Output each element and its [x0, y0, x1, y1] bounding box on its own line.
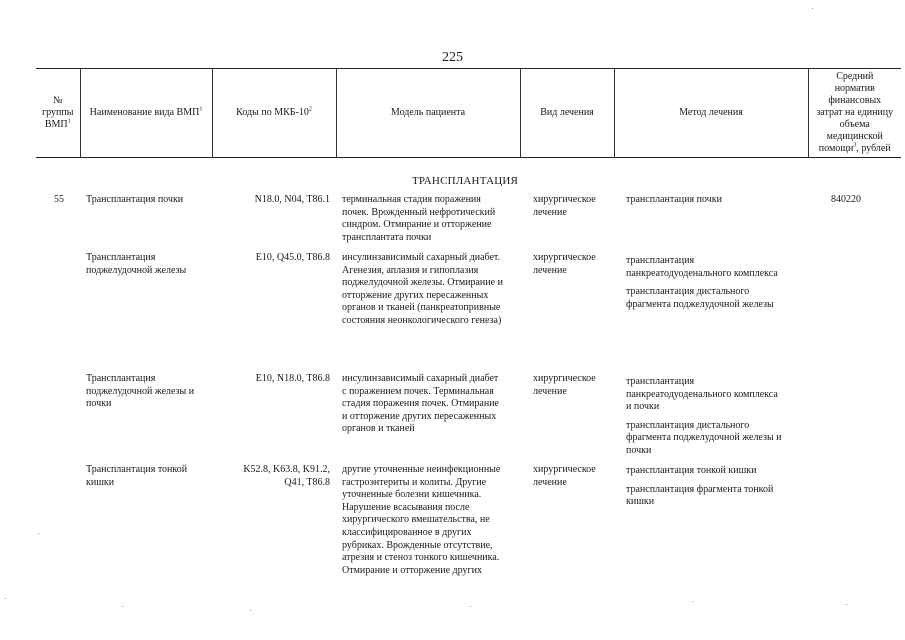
patient-model: инсулинзависимый сахарный диабет. Агенезия, аплазия и гипоплазия поджелудочной железы. Отмирание и отторжение других пересаженных органов и тканей (панкреатопривные состояния неонкологического генеза): [342, 252, 503, 326]
header-treatment-column: Вид лечения: [520, 69, 614, 158]
vmp-name: Трансплантация почки: [86, 194, 184, 205]
header-method-column: Метод лечения: [614, 69, 808, 158]
patient-model: другие уточненные неинфекционные гастроэнтериты и колиты. Другие уточненные болезни кишечника. Нарушение всасывания после хирургического вмешательства, не классифицированное в других рубриках. Врожденные отсутствие, атрезия и стеноз тонкого кишечника. Отмирание и отторжение других: [342, 464, 501, 576]
header-model-column: Модель пациента: [336, 69, 520, 158]
header-cost-column: Средний норматив финансовых затрат на единицу объема медицинской помощи$^3$, рублей: [808, 69, 901, 158]
treatment-methods: [626, 255, 812, 311]
method-item: трансплантация тонкой кишки: [626, 465, 757, 476]
icd-codes: E10, N18.0, T86.8: [255, 373, 330, 384]
treatment-type: хирургическое лечение: [533, 194, 596, 218]
header-number-column: № группы ВМП$^1$: [36, 69, 80, 158]
table-header: [36, 68, 901, 158]
treatment-methods: [626, 465, 812, 509]
method-item: трансплантация панкреатодуоденального комплекса: [626, 255, 778, 279]
page-number: 225: [442, 50, 463, 65]
row-number: 55: [54, 194, 64, 205]
patient-model: инсулинзависимый сахарный диабет с поражением почек. Терминальная стадия поражения почек. Отмирание и отторжение других пересаженных органов и тканей: [342, 373, 499, 435]
icd-codes: N18.0, N04, T86.1: [254, 194, 330, 205]
icd-codes: E10, Q45.0, T86.8: [255, 252, 330, 263]
header-codes-column: Коды по МКБ-$10^2$: [212, 69, 336, 158]
treatment-type: хирургическое лечение: [533, 252, 596, 276]
vmp-name: Трансплантация тонкой кишки: [86, 464, 188, 488]
treatment-type: хирургическое лечение: [533, 464, 596, 488]
patient-model: терминальная стадия поражения почек. Врожденный нефротический синдром. Отмирание и отторжение трансплантата почки: [342, 194, 496, 243]
method-item: трансплантация дистального фрагмента поджелудочной железы: [626, 286, 774, 310]
header-name-column: Наименование вида ВМП$^1$: [80, 69, 212, 158]
cost-value: 840220: [831, 194, 861, 205]
vmp-name: Трансплантация поджелудочной железы: [86, 252, 187, 276]
treatment-methods: [626, 376, 812, 458]
icd-codes: K52.8, K63.8, K91.2, Q41, T86.8: [243, 464, 330, 488]
treatment-type: хирургическое лечение: [533, 373, 596, 397]
method-item: трансплантация панкреатодуоденального комплекса и почки: [626, 376, 778, 413]
treatment-methods: [626, 194, 812, 207]
method-item: трансплантация дистального фрагмента поджелудочной железы и почки: [626, 419, 782, 456]
section-title: ТРАНСПЛАНТАЦИЯ: [411, 175, 519, 187]
vmp-name: Трансплантация поджелудочной железы и почки: [86, 373, 195, 410]
method-item: трансплантация почки: [626, 194, 722, 205]
method-item: трансплантация фрагмента тонкой кишки: [626, 483, 774, 508]
